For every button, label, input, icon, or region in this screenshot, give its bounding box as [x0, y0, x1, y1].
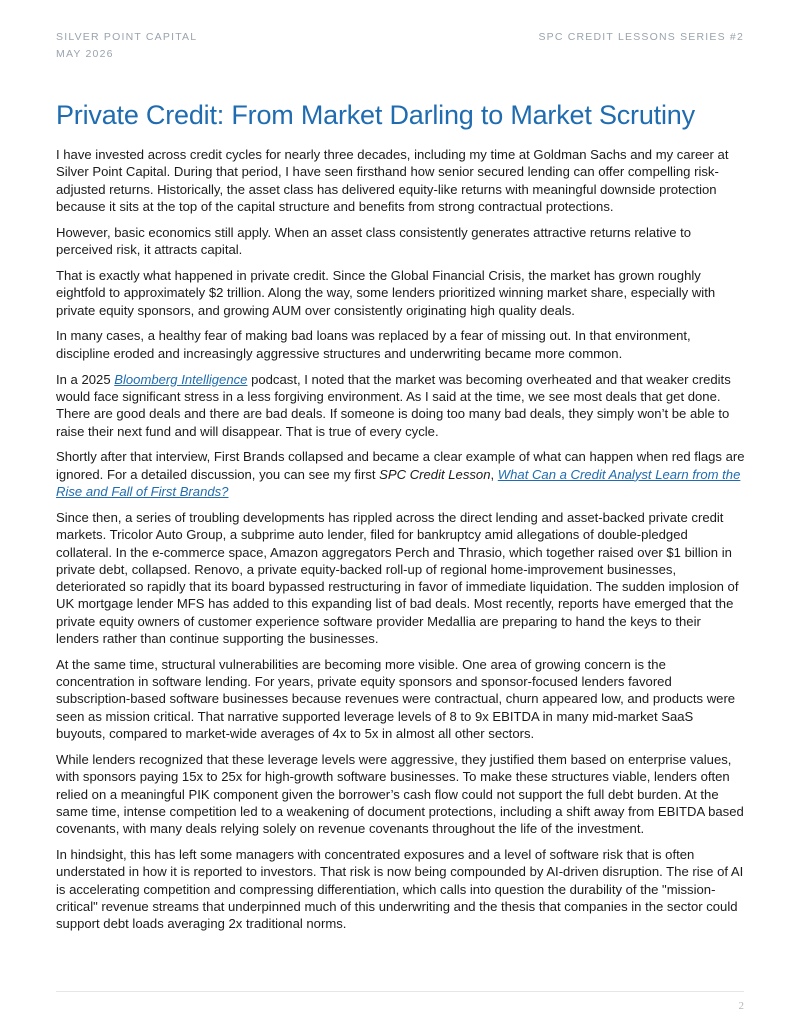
paragraph: In hindsight, this has left some managers with concentrated exposures and a level of software risk that is often understated in how it is reported to investors. That risk is now being compounded by AI-driven disruption. The rise of AI is accelerating competition and compressing differentiation, which calls into question the durability of the "mission-critical" revenue streams that underpinned much of this underwriting and the thesis that companies in the sector could support debt loads averaging 2x traditional norms. — [56, 847, 744, 932]
text-span: , — [490, 466, 498, 482]
first-brands-article-link[interactable]: What Can a Credit Analyst Learn from the Rise and Fall of First Brands? — [56, 466, 741, 500]
paragraph — [56, 371, 746, 440]
paragraph: I have invested across credit cycles for nearly three decades, including my time at Goldman Sachs and my career at Silver Point Capital. During that period, I have seen firsthand how senior secured lending can offer compelling risk-adjusted returns. Historically, the asset class has delivered equity-like returns with meaningful downside protection because it sits at the top of the capital structure and benefits from strong contractual protections. — [56, 147, 729, 214]
series-label: SPC CREDIT LESSONS SERIES #2 — [538, 31, 744, 43]
company-name: SILVER POINT CAPITAL — [56, 31, 198, 43]
paragraph: In many cases, a healthy fear of making bad loans was replaced by a fear of missing out. In that environment, discipline eroded and increasingly aggressive structures and underwriting became more common. — [56, 328, 691, 361]
text-span: In a 2025 — [56, 371, 115, 387]
paragraph: While lenders recognized that these leverage levels were aggressive, they justified them based on enterprise values, with sponsors paying 15x to 25x for high-growth software businesses. To make these structures viable, lenders often relied on a meaningful PIK component given the borrower’s cash flow could not support the full debt burden. At the same time, intense competition led to a weakening of document protections, including a shift away from EBITDA based covenants, with many deals relying solely on revenue covenants throughout the life of the investment. — [56, 751, 744, 837]
credit-lesson-name: SPC Credit Lesson — [379, 466, 491, 482]
page-number: 2 — [738, 1000, 744, 1012]
paragraph: At the same time, structural vulnerabilities are becoming more visible. One area of growing concern is the concentration in software lending. For years, private equity sponsors and sponsor-focused lenders favored subscription-based software businesses because revenues were contractual, churn appeared low, and products were seen as mission critical. That narrative supported leverage levels of 8 to 9x EBITDA in many mid-market SaaS buyouts, compared to market-wide averages of 4x to 5x in almost all other sectors. — [56, 656, 736, 742]
bloomberg-intelligence-link[interactable]: Bloomberg Intelligence — [114, 371, 248, 387]
article-body — [56, 146, 746, 941]
publication-date: MAY 2026 — [56, 48, 114, 60]
text-span: Shortly after that interview, First Brands collapsed and became a clear example of what can happen when red flags are ignored. For a detailed discussion, you can see my first — [56, 449, 745, 482]
paragraph: Since then, a series of troubling developments has rippled across the direct lending and asset-backed private credit markets. Tricolor Auto Group, a subprime auto lender, filed for bankruptcy amid allegations of double-pledged collateral. In the e-commerce space, Amazon aggregators Perch and Thrasio, which together raised over $1 billion in private debt, collapsed. Renovo, a private equity-backed roll-up of regional home-improvement businesses, deteriorated so rapidly that its board bypassed restructuring in favor of immediate liquidation. The sudden implosion of UK mortgage lender MFS has added to this expanding list of bad deals. Most recently, reports have emerged that the private equity owners of customer experience software provider Medallia are preparing to hand the keys to their lenders rather than continue supporting the businesses. — [56, 509, 739, 646]
footer-divider — [56, 991, 744, 992]
paragraph: However, basic economics still apply. When an asset class consistently generates attractive returns relative to perceived risk, it attracts capital. — [56, 224, 692, 258]
paragraph — [56, 448, 746, 500]
header-left — [56, 29, 197, 63]
page-title: Private Credit: From Market Darling to Market Scrutiny — [56, 100, 695, 130]
text-span: podcast, I noted that the market was becoming overheated and that weaker credits would face significant stress in a less forgiving environment. As I said at the time, we see most deals that get done. There are good deals and there are bad deals. If someone is doing too many bad deals, they simply won’t be able to raise their next fund and will disappear. That is true of every cycle. — [56, 371, 731, 439]
paragraph: That is exactly what happened in private credit. Since the Global Financial Crisis, the market has grown roughly eightfold to approximately $2 trillion. Along the way, some lenders prioritized winning market share, especially with private equity sponsors, and growing AUM over consistently originating high quality deals. — [56, 267, 716, 318]
